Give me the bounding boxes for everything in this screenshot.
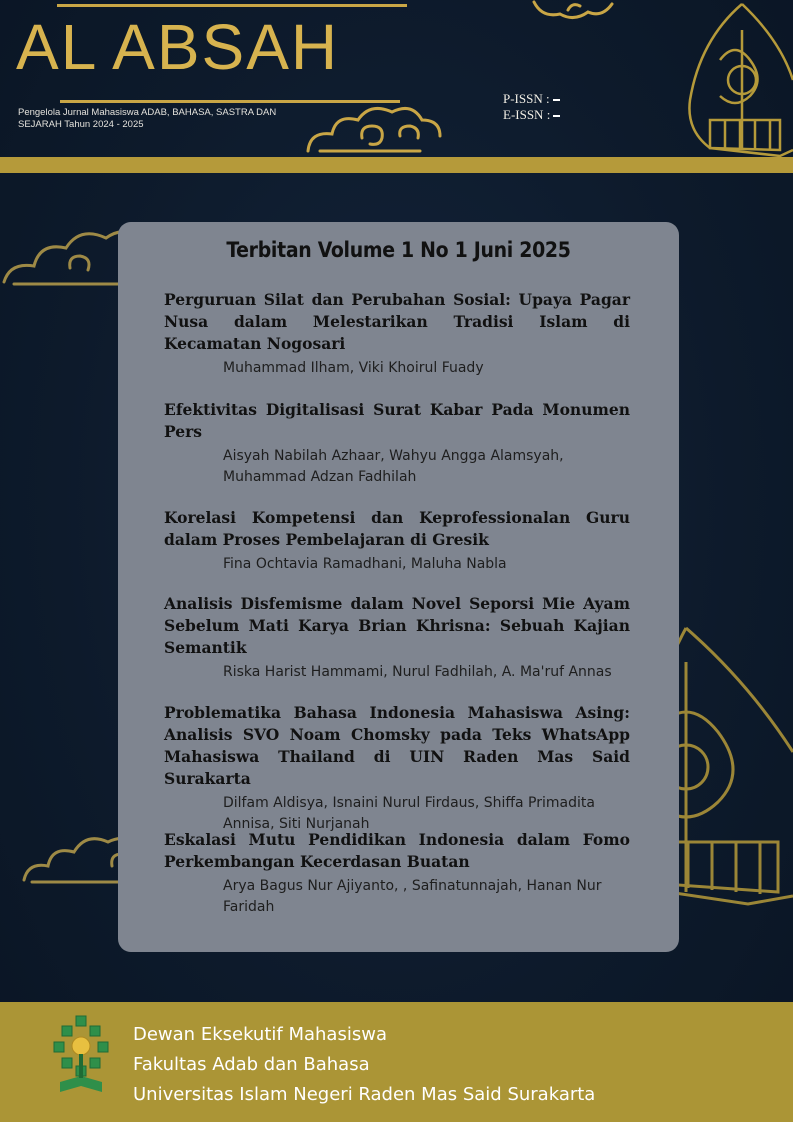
article-title: Problematika Bahasa Indonesia Mahasiswa Asing: Analisis SVO Noam Chomsky pada Teks WhatsApp Mahasiswa Thailand di UIN Raden Mas Said Surakarta — [164, 703, 630, 788]
title-bottom-rule — [60, 100, 400, 103]
e-issn-value-dash — [553, 115, 560, 117]
gunungan-wayang-icon — [680, 0, 793, 160]
cloud-ornament-icon — [528, 0, 618, 22]
p-issn — [503, 91, 560, 107]
article-title: Efektivitas Digitalisasi Surat Kabar Pada Monumen Pers — [164, 400, 630, 441]
footer-line-1: Dewan Eksekutif Mahasiswa — [133, 1024, 387, 1045]
p-issn-label: P-ISSN : — [503, 91, 550, 106]
article-item — [164, 507, 630, 575]
article-authors: Aisyah Nabilah Azhaar, Wahyu Angga Alamsyah, Muhammad Adzan Fadhilah — [223, 448, 564, 485]
edition-heading: Terbitan Volume 1 No 1 Juni 2025 — [226, 238, 571, 262]
e-issn-label: E-ISSN : — [503, 107, 551, 122]
p-issn-value-dash — [553, 99, 560, 101]
article-title: Korelasi Kompetensi dan Keprofessionalan Guru dalam Proses Pembelajaran di Gresik — [164, 508, 630, 549]
article-item — [164, 399, 630, 488]
article-item — [164, 702, 630, 835]
article-authors: Fina Ochtavia Ramadhani, Maluha Nabla — [223, 556, 507, 572]
footer-line-3: Universitas Islam Negeri Raden Mas Said Surakarta — [133, 1084, 596, 1105]
journal-subtitle: Pengelola Jurnal Mahasiswa ADAB, BAHASA, SASTRA DAN SEJARAH Tahun 2024 - 2025 — [18, 107, 277, 130]
footer-line-2: Fakultas Adab dan Bahasa — [133, 1054, 370, 1075]
header-divider-bar — [0, 157, 793, 173]
article-title: Analisis Disfemisme dalam Novel Seporsi Mie Ayam Sebelum Mati Karya Brian Khrisna: Sebuah Kajian Semantik — [164, 594, 630, 657]
article-authors: Muhammad Ilham, Viki Khoirul Fuady — [223, 360, 484, 376]
article-title: Perguruan Silat dan Perubahan Sosial: Upaya Pagar Nusa dalam Melestarikan Tradisi Islam di Kecamatan Nogosari — [164, 290, 630, 353]
title-top-rule — [57, 4, 407, 7]
contents-panel — [118, 222, 679, 952]
article-item — [164, 593, 630, 683]
article-authors: Dilfam Aldisya, Isnaini Nurul Firdaus, Shiffa Primadita Annisa, Siti Nurjanah — [223, 795, 595, 832]
publisher-footer — [0, 1002, 793, 1122]
cloud-ornament-icon — [300, 96, 450, 158]
article-item — [164, 289, 630, 379]
uin-logo-icon — [46, 1014, 116, 1114]
journal-title: AL ABSAH — [16, 11, 340, 83]
article-title: Eskalasi Mutu Pendidikan Indonesia dalam Fomo Perkembangan Kecerdasan Buatan — [164, 830, 630, 871]
article-authors: Arya Bagus Nur Ajiyanto, , Safinatunnajah, Hanan Nur Faridah — [223, 878, 602, 915]
e-issn — [503, 107, 560, 123]
article-item — [164, 829, 630, 918]
article-authors: Riska Harist Hammami, Nurul Fadhilah, A. Ma'ruf Annas — [223, 664, 612, 680]
